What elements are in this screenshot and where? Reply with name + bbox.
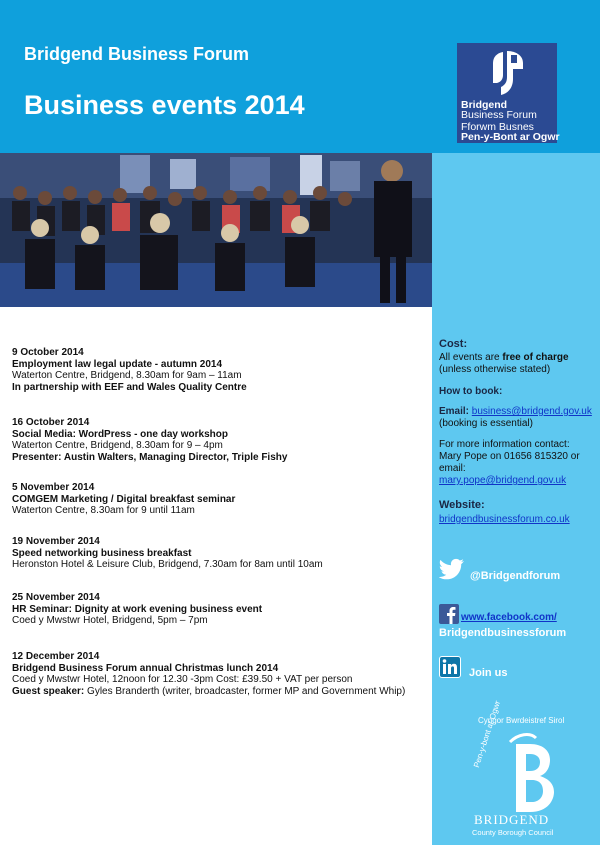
council-subtitle: County Borough Council: [472, 828, 554, 837]
forum-logo: [457, 43, 560, 143]
event-presenter: Presenter: Austin Walters, Managing Director, Triple Fishy: [12, 451, 288, 463]
guest-speaker-label: Guest speaker:: [12, 685, 85, 697]
seminar-photo-illustration: [0, 153, 432, 307]
event-date: 25 November 2014: [12, 592, 100, 603]
event-guest-speaker: [12, 686, 405, 698]
event-details: Waterton Centre, Bridgend, 8.30am for 9 – 4pm: [12, 440, 223, 451]
logo-line-1: Bridgend: [461, 99, 508, 111]
how-to-book-heading: How to book:: [439, 386, 503, 397]
event-partners: In partnership with EEF and Wales Quality Centre: [12, 381, 247, 393]
info-line-2: Mary Pope on 01656 815320 or: [439, 451, 580, 462]
facebook-icon[interactable]: [439, 604, 459, 624]
website-link[interactable]: bridgendbusinessforum.co.uk: [439, 514, 570, 525]
booking-email-link[interactable]: business@bridgend.gov.uk: [471, 406, 592, 417]
event-date: 9 October 2014: [12, 347, 84, 358]
linkedin-in-glyph: [440, 657, 460, 677]
info-line-1: For more information contact:: [439, 439, 570, 450]
linkedin-join[interactable]: Join us: [469, 667, 508, 679]
event-item: [12, 592, 262, 627]
forum-logo-icon: [487, 49, 527, 99]
council-arc-text: Pen-y-bont ar Ogwr: [472, 699, 503, 769]
logo-line-2: Business Forum: [461, 109, 537, 121]
event-date: 5 November 2014: [12, 482, 95, 493]
email-label: Email:: [439, 406, 470, 417]
event-date: 16 October 2014: [12, 417, 90, 428]
twitter-icon[interactable]: [439, 558, 465, 580]
event-details: Heronston Hotel & Leisure Club, Bridgend, 7.30am for 8am until 10am: [12, 559, 323, 570]
logo-line-4: Pen-y-Bont ar Ogwr: [461, 131, 560, 143]
event-title: HR Seminar: Dignity at work evening business event: [12, 603, 263, 615]
event-item: [12, 536, 323, 571]
linkedin-icon[interactable]: [439, 656, 461, 678]
event-date: 19 November 2014: [12, 536, 100, 547]
event-details: Coed y Mwstwr Hotel, 12noon for 12.30 -3pm Cost: £39.50 + VAT per person: [12, 674, 353, 685]
facebook-f-glyph: [439, 604, 459, 624]
twitter-handle[interactable]: @Bridgendforum: [470, 570, 561, 582]
facebook-page-name: Bridgendbusinessforum: [439, 627, 567, 639]
logo-line-3: Fforwm Busnes: [461, 121, 534, 133]
event-item: [12, 651, 405, 697]
event-details: Waterton Centre, Bridgend, 8.30am for 9am – 11am: [12, 370, 242, 381]
event-title: Speed networking business breakfast: [12, 547, 192, 559]
cost-free-text: free of charge: [502, 352, 569, 363]
event-item: [12, 347, 247, 393]
event-details: Waterton Centre, 8.30am for 9 until 11am: [12, 505, 195, 516]
cost-line-2: (unless otherwise stated): [439, 364, 551, 375]
event-item: [12, 482, 235, 517]
email-row: [439, 406, 592, 418]
contact-email-link[interactable]: mary.pope@bridgend.gov.uk: [439, 475, 567, 486]
organisation-name: Bridgend Business Forum: [24, 44, 250, 64]
event-title: COMGEM Marketing / Digital breakfast seminar: [12, 493, 236, 505]
event-title: Employment law legal update - autumn 2014: [12, 358, 223, 370]
event-title: Social Media: WordPress - one day workshop: [12, 428, 228, 440]
guest-speaker-text: Gyles Branderth (writer, broadcaster, former MP and Government Whip): [84, 685, 406, 697]
cost-text: All events are: [439, 352, 503, 363]
facebook-link[interactable]: www.facebook.com/: [461, 612, 557, 623]
cost-line-1: [439, 352, 569, 364]
info-line-3: email:: [439, 463, 466, 474]
event-details: Coed y Mwstwr Hotel, Bridgend, 5pm – 7pm: [12, 615, 208, 626]
seminar-audience-photo: [0, 153, 432, 307]
council-logo: [470, 699, 570, 838]
event-title: Bridgend Business Forum annual Christmas lunch 2014: [12, 662, 279, 674]
council-name: BRIDGEND: [474, 812, 550, 827]
email-note: (booking is essential): [439, 418, 533, 429]
cost-heading: Cost:: [439, 338, 468, 350]
event-date: 12 December 2014: [12, 651, 100, 662]
page-title: Business events 2014: [24, 90, 305, 120]
website-heading: Website:: [439, 499, 485, 511]
event-item: [12, 417, 287, 463]
header-banner: [0, 0, 600, 153]
council-top-text: Cyngor Bwrdeistref Sirol: [478, 716, 565, 725]
